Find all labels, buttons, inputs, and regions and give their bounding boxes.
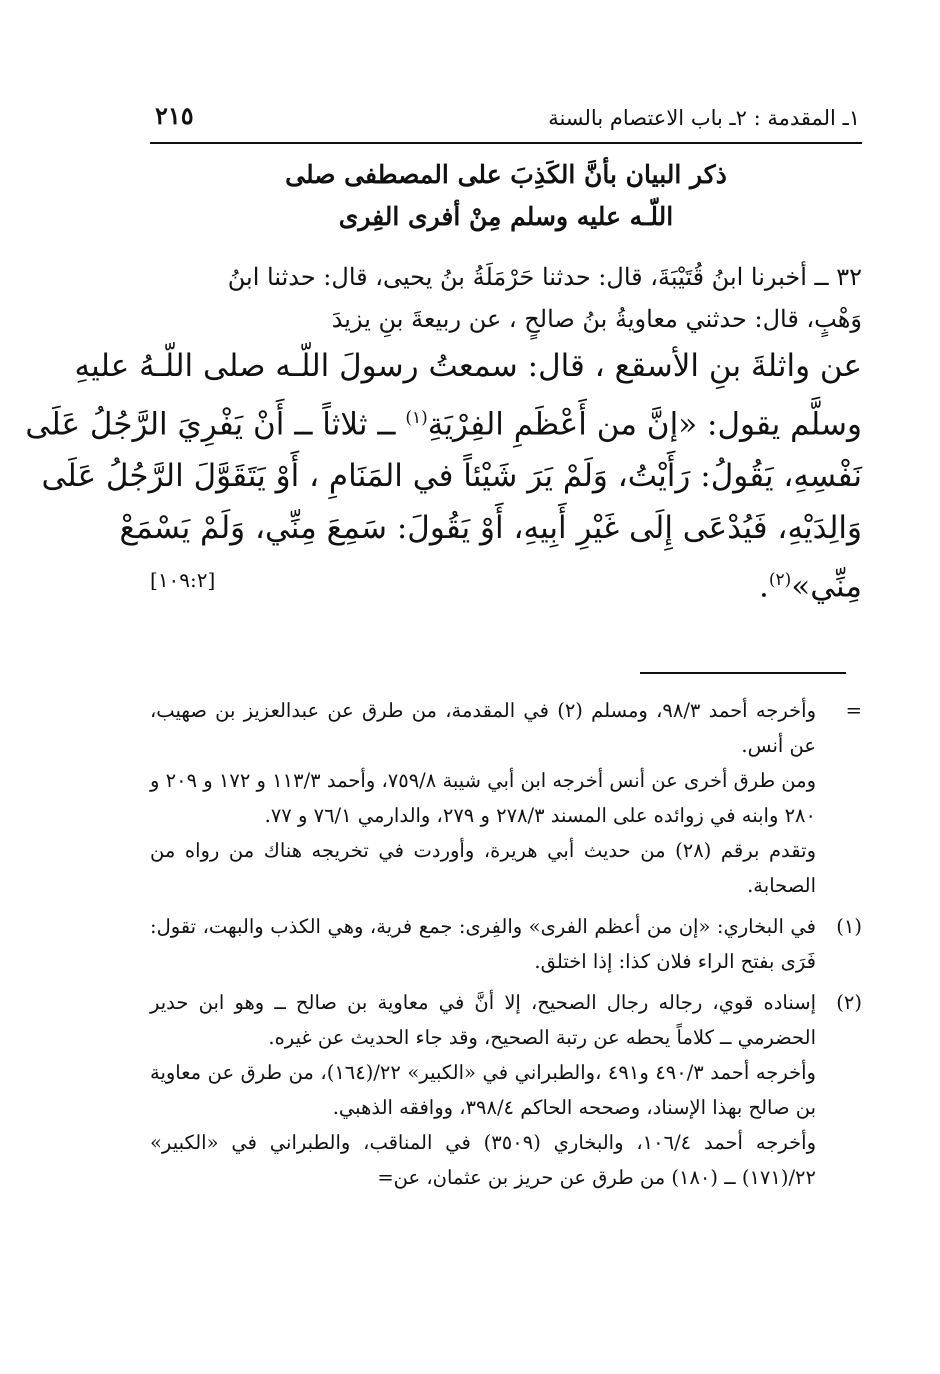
source-reference: [١٠٩:٢] [150,568,216,593]
footnote-paragraph: وأخرجه أحمد ٤٩٠/٣ و٤٩١ ،والطبراني في «الكبير» ٢٢/(١٦٤)، من طرق عن معاوية بن صالح بهذا الإسناد، وصححه الحاكم ٣٩٨/٤، ووافقه الذهبي. [150,1061,816,1119]
section-title-line: اللّـه عليه وسلم مِنْ أفرى الفِرى [338,202,674,231]
footnote-paragraph: إسناده قوي، رجاله رجال الصحيح، إلا أنَّ في معاوية بن صالح ــ وهو ابن حدير الحضرمي ــ كلاماً يحطه عن رتبة الصحيح، وقد جاء الحديث عن غيره. [150,991,816,1049]
footnote-ref-1: (١) [405,408,428,428]
chapter-title: ١ـ المقدمة : ٢ـ باب الاعتصام بالسنة [548,106,860,130]
footnote-marker: (١) [836,915,862,938]
footnote-ref-2: (٢) [768,570,792,591]
matn-line: وَالِدَيْهِ، فَيُدْعَى إِلَى غَيْرِ أَبِيهِ، أَوْ يَقُولَ: سَمِعَ مِنِّي، وَلَمْ يَسْمَعْ [119,510,862,547]
footnote-divider [640,672,846,674]
footnote-paragraph: وأخرجه أحمد ١٠٦/٤، والبخاري (٣٥٠٩) في المناقب، والطبراني في «الكبير» ٢٢/(١٧١) ــ (١٨٠) من طرق عن حريز بن عثمان، عن= [150,1131,816,1189]
chain-line: وَهْبٍ، قال: حدثني معاويةُ بنُ صالحٍ ، عن ربيعةَ بنِ يزيدَ [331,305,862,333]
section-title-line: ذكر البيان بأنَّ الكَذِبَ على المصطفى صلى [285,160,727,189]
footnote-body [150,985,816,1195]
matn-line: نَفْسِهِ، يَقُولُ: رَأَيْتُ، وَلَمْ يَرَ شَيْئاً في المَنَامِ ، أَوْ يَتَقَوَّلَ الرَّجُلُ عَلَى [41,458,862,495]
footnote-body [150,909,816,979]
header-divider [150,142,862,144]
hadith-text [25,340,862,613]
footnote-paragraph: وتقدم برقم (٢٨) من حديث أبي هريرة، وأوردت في تخريجه هناك من رواه من الصحابة. [150,839,816,897]
matn-segment: وسلَّم يقول: «إنَّ من أَعْظَمِ الفِرْيَةِ [427,406,862,443]
matn-line: عن واثلةَ بنِ الأسقع ، قال: سمعتُ رسولَ اللّـه صلى اللّـهُ عليهِ [74,348,862,384]
matn-final [759,554,862,612]
chain-line: ٣٢ ــ أخبرنا ابنُ قُتَيْبَةَ، قال: حدثنا حَرْمَلَةُ بنُ يحيى، قال: حدثنا ابنُ [227,263,862,291]
footnote-1 [150,909,862,979]
hadith-chain [150,256,862,340]
footnote-body [150,693,816,903]
footnote-continuation [150,693,862,903]
matn-line [150,554,862,612]
matn-segment: . [758,568,769,605]
matn-segment: ــ ثلاثاً ــ أَنْ يَفْرِيَ الرَّجُلُ عَلَى [25,406,406,443]
running-header [155,94,860,130]
footnote-marker: (٢) [836,991,862,1014]
footnotes [150,693,862,1201]
footnote-2 [150,985,862,1195]
matn-segment: مِنِّي» [791,568,862,605]
section-title [150,154,862,238]
page-number: ٢١٥ [155,101,194,130]
continuation-marker: = [845,699,862,722]
footnote-paragraph: وأخرجه أحمد ٩٨/٣، ومسلم (٢) في المقدمة، من طرق عن عبدالعزيز بن صهيب، عن أنس. [150,699,816,757]
footnote-paragraph: ومن طرق أخرى عن أنس أخرجه ابن أبي شيبة ٧٥٩/٨، وأحمد ١١٣/٣ و ١٧٢ و ٢٠٩ و ٢٨٠ وابنه في زوائده على المسند ٢٧٨/٣ و ٢٧٩، والدارمي ٧٦/١ و ٧٧. [150,769,817,827]
footnote-paragraph: في البخاري: «إن من أعظم الفرى» والفِرى: جمع فرية، وهي الكذب والبهت، تقول: فَرَى بفتح الراء فلان كذا: إذا اختلق. [150,915,816,973]
matn-line [25,392,862,450]
